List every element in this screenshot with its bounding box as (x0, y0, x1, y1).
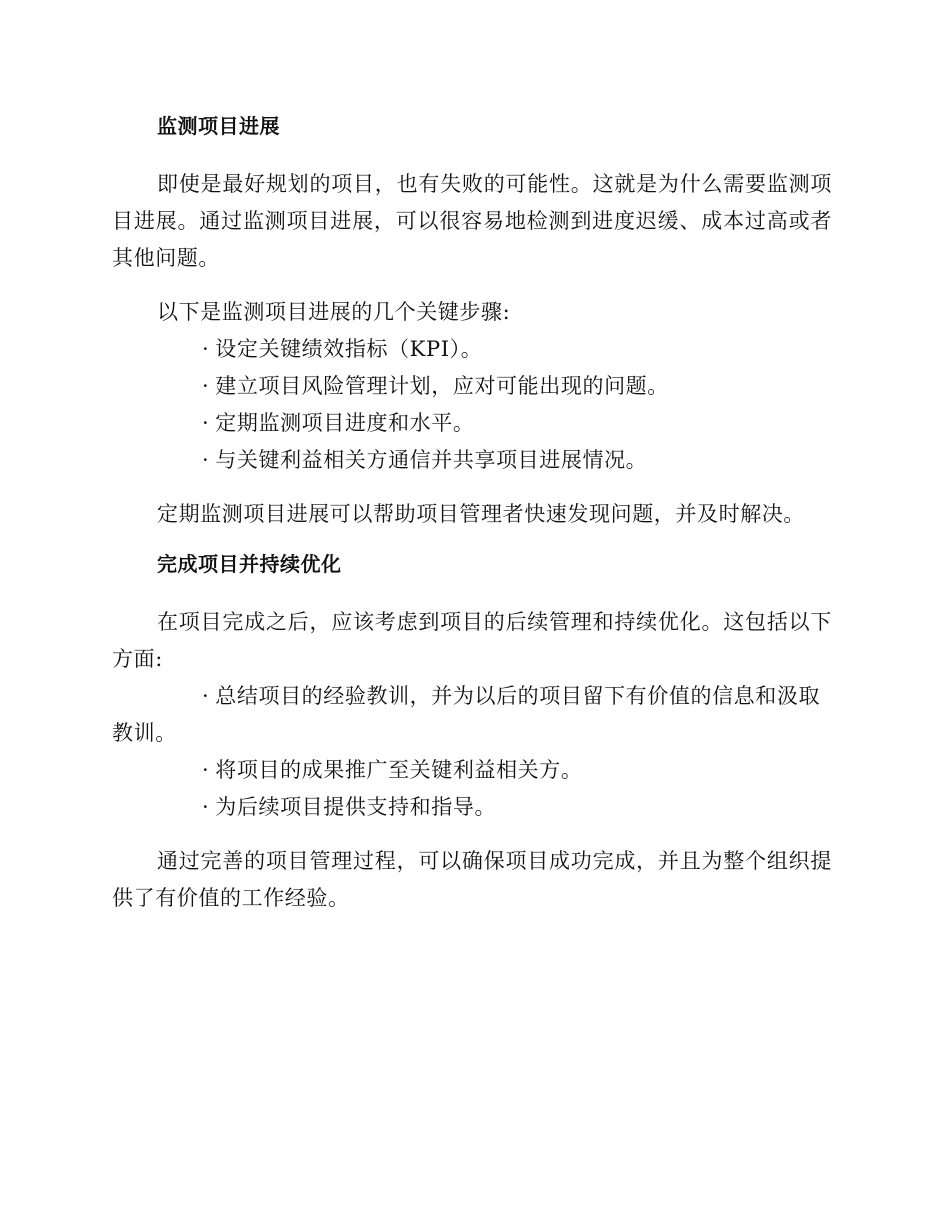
section-paragraph-conclusion: 通过完善的项目管理过程，可以确保项目成功完成，并且为整个组织提供了有价值的工作经验。 (112, 849, 832, 910)
bullet-icon: · (202, 337, 210, 361)
bullet-text: 为后续项目提供支持和指导。 (215, 795, 497, 819)
bullet-text: 设定关键绩效指标（KPI）。 (215, 337, 483, 361)
bullet-item (112, 752, 832, 789)
document-page (112, 112, 832, 917)
bullet-text: 总结项目的经验教训，并为以后的项目留下有价值的信息和汲取教训。 (112, 684, 821, 745)
bullet-icon: · (202, 448, 210, 472)
section-heading-monitor: 监测项目进展 (157, 114, 280, 138)
section-paragraph-intro: 即使是最好规划的项目，也有失败的可能性。这就是为什么需要监测项目进展。通过监测项目进展，可以很容易地检测到进度迟缓、成本过高或者其他问题。 (112, 172, 832, 270)
section-paragraph-intro: 在项目完成之后，应该考虑到项目的后续管理和持续优化。这包括以下方面: (112, 610, 832, 671)
section-paragraph-conclusion: 定期监测项目进展可以帮助项目管理者快速发现问题，并及时解决。 (157, 502, 805, 526)
bullet-item (112, 678, 832, 752)
bullet-icon: · (202, 758, 210, 782)
bullet-text: 将项目的成果推广至关键利益相关方。 (215, 758, 583, 782)
bullet-text: 与关键利益相关方通信并共享项目进展情况。 (215, 448, 648, 472)
bullet-item (112, 405, 832, 442)
bullet-item (112, 331, 832, 368)
bullet-text: 定期监测项目进度和水平。 (215, 411, 475, 435)
bullet-icon: · (202, 411, 210, 435)
bullet-text: 建立项目风险管理计划，应对可能出现的问题。 (215, 374, 669, 398)
section-paragraph-lead: 以下是监测项目进展的几个关键步骤: (157, 300, 511, 324)
bullet-icon: · (202, 374, 210, 398)
bullet-item (112, 789, 832, 826)
bullet-item (112, 442, 832, 479)
bullet-item (112, 368, 832, 405)
section-heading-complete: 完成项目并持续优化 (157, 552, 342, 576)
bullet-icon: · (202, 795, 210, 819)
bullet-icon: · (202, 684, 210, 708)
